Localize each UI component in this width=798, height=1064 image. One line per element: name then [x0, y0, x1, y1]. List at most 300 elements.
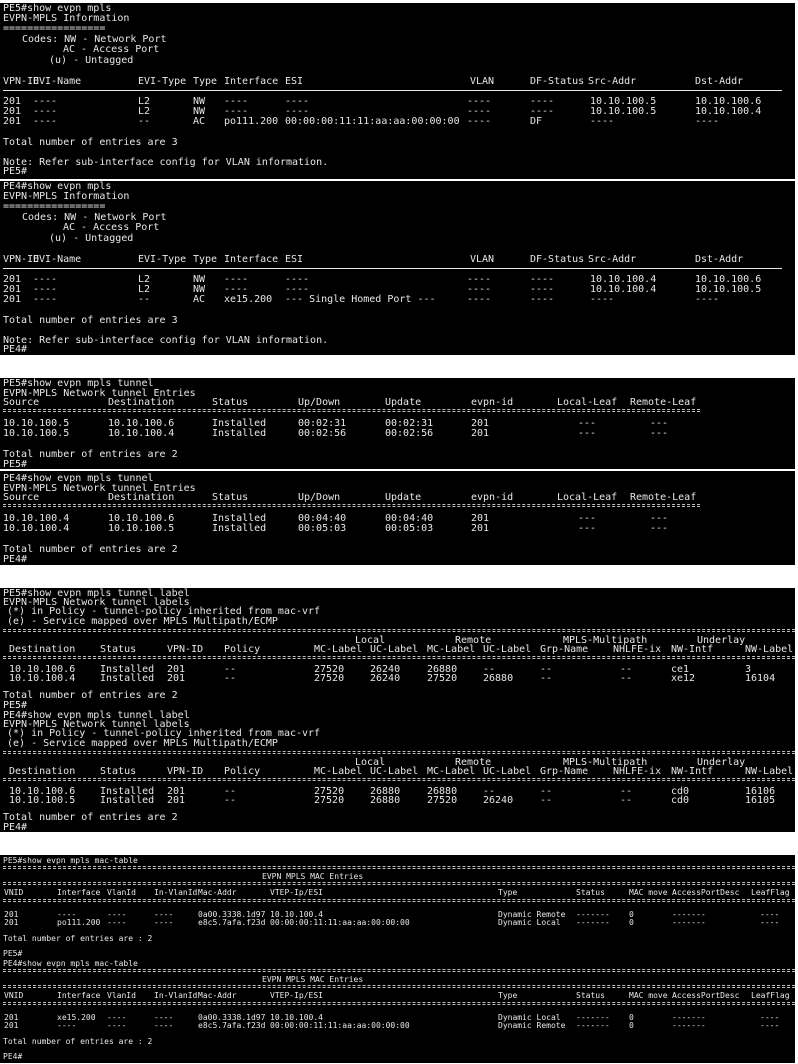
- table-row-cell: ----: [467, 284, 492, 295]
- table-header-cell: Interface: [224, 254, 279, 265]
- table-row-cell: 10.10.100.5: [590, 96, 657, 107]
- table-row-cell: NW: [193, 106, 206, 117]
- table-header-cell: VLAN: [470, 76, 495, 87]
- table-row-cell: 201: [471, 418, 490, 429]
- table-row-cell: 0a00.3338.1d97: [198, 1013, 266, 1022]
- table-row-cell: 10.10.100.5: [108, 523, 175, 534]
- table-row-cell: ----: [530, 284, 555, 295]
- separator-line: [3, 1002, 795, 1005]
- separator-line: [3, 751, 795, 754]
- table-header-cell: Source: [3, 492, 40, 503]
- table-row-cell: 0a00.3338.1d97: [198, 910, 266, 919]
- table-row-cell: xe12: [671, 673, 696, 684]
- table-row-cell: ---: [650, 418, 669, 429]
- table-row-cell: --- Single Homed Port ---: [285, 294, 436, 305]
- output-title: EVPN-MPLS Information: [3, 13, 130, 24]
- table-row-cell: NW: [193, 96, 206, 107]
- table-row-cell: 10.10.100.6: [9, 664, 76, 675]
- table-header-cell: MC-Label: [314, 644, 363, 655]
- command-prompt: PE5#show evpn mpls tunnel label: [3, 588, 190, 599]
- table-row-cell: ----: [33, 116, 58, 127]
- table-header-cell: NW-Intf: [671, 766, 714, 777]
- table-row-cell: ----: [530, 106, 555, 117]
- table-row-cell: 27520: [314, 795, 345, 806]
- table-header-cell: evpn-id: [471, 397, 514, 408]
- table-row-cell: AC: [193, 116, 206, 127]
- table-header-cell: MC-Label: [427, 766, 476, 777]
- terminal-evpn-mpls-pe5: [0, 3, 795, 179]
- table-row-cell: NW: [193, 284, 206, 295]
- table-row-cell: ----: [467, 274, 492, 285]
- table-row-cell: 201: [3, 116, 22, 127]
- table-row-cell: ----: [33, 106, 58, 117]
- table-row-cell: -------: [672, 1013, 706, 1022]
- column-group-header: Remote: [455, 635, 492, 646]
- note-text: Note: Refer sub-interface config for VLAN information.: [3, 335, 329, 346]
- table-row-cell: ----: [467, 96, 492, 107]
- table-header-cell: In-VlanId: [154, 888, 198, 897]
- table-row-cell: ----: [530, 96, 555, 107]
- table-row-cell: 10.10.100.4: [695, 106, 762, 117]
- table-row-cell: 26880: [427, 786, 458, 797]
- table-header-cell: LeafFlag: [751, 991, 790, 1000]
- table-row-cell: 26240: [370, 673, 401, 684]
- table-row-cell: 201: [4, 918, 19, 927]
- table-row-cell: 10.10.100.4: [9, 673, 76, 684]
- table-row-cell: 00:04:40: [385, 513, 434, 524]
- column-group-header: Local: [355, 635, 386, 646]
- table-header-cell: Type: [498, 991, 518, 1000]
- table-row-cell: 201: [3, 106, 22, 117]
- table-header-cell: MAC move: [629, 991, 668, 1000]
- table-row-cell: AC: [193, 294, 206, 305]
- table-header-cell: Remote-Leaf: [630, 397, 697, 408]
- command-prompt: PE4#show evpn mpls mac-table: [3, 959, 138, 968]
- table-header-cell: MC-Label: [314, 766, 363, 777]
- table-row-cell: Dynamic Local: [498, 918, 561, 927]
- column-group-header: MPLS-Multipath: [563, 757, 648, 768]
- separator-line: [3, 409, 700, 412]
- table-row-cell: ---: [578, 428, 597, 439]
- table-row-cell: ----: [107, 910, 127, 919]
- table-row-cell: Dynamic Remote: [498, 910, 566, 919]
- table-row-cell: ---: [578, 523, 597, 534]
- entries-total: Total number of entries are : 2: [3, 934, 153, 943]
- table-row-cell: ----: [285, 106, 310, 117]
- table-header-cell: VLAN: [470, 254, 495, 265]
- entries-total: Total number of entries are 2: [3, 690, 178, 701]
- end-prompt: PE5#: [3, 166, 28, 177]
- table-header-cell: UC-Label: [483, 766, 532, 777]
- column-group-header: Underlay: [697, 635, 746, 646]
- table-row-cell: 201: [3, 96, 22, 107]
- table-header-cell: NW-Label: [745, 644, 794, 655]
- table-row-cell: L2: [138, 96, 151, 107]
- table-row-cell: -------: [672, 1021, 706, 1030]
- command-prompt: PE5#show evpn mpls tunnel: [3, 378, 154, 389]
- table-row-cell: Installed: [212, 428, 267, 439]
- table-row-cell: ----: [154, 1021, 174, 1030]
- legend-line: (e) - Service mapped over MPLS Multipath/ECMP: [7, 738, 278, 749]
- separator-line: [3, 985, 795, 988]
- table-row-cell: Installed: [100, 664, 155, 675]
- table-header-cell: VPN-ID: [3, 76, 40, 87]
- table-header-cell: Status: [576, 991, 605, 1000]
- codes-legend: (u) - Untagged: [49, 55, 134, 66]
- table-row-cell: 26880: [483, 673, 514, 684]
- table-row-cell: 201: [3, 274, 22, 285]
- table-row-cell: xe15.200: [57, 1013, 96, 1022]
- column-group-header: Remote: [455, 757, 492, 768]
- end-prompt: PE4#: [3, 1052, 23, 1061]
- table-row-cell: ----: [33, 274, 58, 285]
- table-header-cell: Local-Leaf: [557, 492, 618, 503]
- table-row-cell: 27520: [314, 673, 345, 684]
- column-group-header: Underlay: [697, 757, 746, 768]
- table-row-cell: ----: [224, 96, 249, 107]
- table-header-cell: VPN-ID: [167, 644, 204, 655]
- table-row-cell: 201: [167, 795, 186, 806]
- table-row-cell: ----: [33, 96, 58, 107]
- table-header-cell: Local-Leaf: [557, 397, 618, 408]
- table-row-cell: 10.10.100.5: [590, 106, 657, 117]
- table-row-cell: ----: [33, 294, 58, 305]
- table-row-cell: --: [138, 294, 151, 305]
- table-row-cell: ----: [760, 1013, 780, 1022]
- table-row-cell: 201: [471, 428, 490, 439]
- table-header-cell: Destination: [9, 644, 76, 655]
- table-row-cell: -------: [576, 910, 610, 919]
- table-header-cell: Status: [212, 397, 249, 408]
- table-row-cell: 10.10.100.4: [270, 1013, 323, 1022]
- table-row-cell: 26880: [370, 795, 401, 806]
- output-title: EVPN-MPLS Network tunnel Entries: [3, 483, 196, 494]
- legend-line: (*) in Policy - tunnel-policy inherited from mac-vrf: [7, 606, 321, 617]
- table-row-cell: 0: [629, 918, 634, 927]
- table-row-cell: 00:00:00:11:11:aa:aa:00:00:00: [270, 918, 410, 927]
- table-header-cell: Mac-Addr: [198, 991, 237, 1000]
- table-header-cell: Interface: [224, 76, 279, 87]
- table-header-cell: Destination: [108, 397, 175, 408]
- table-header-cell: Destination: [108, 492, 175, 503]
- legend-line: (e) - Service mapped over MPLS Multipath/ECMP: [7, 616, 278, 627]
- entries-total: Total number of entries are 3: [3, 315, 178, 326]
- command-prompt: PE4#show evpn mpls tunnel label: [3, 710, 190, 721]
- table-header-cell: Dst-Addr: [695, 254, 744, 265]
- table-row-cell: DF: [530, 116, 543, 127]
- table-row-cell: xe15.200: [224, 294, 273, 305]
- table-row-cell: ----: [760, 910, 780, 919]
- table-row-cell: Installed: [212, 523, 267, 534]
- table-row-cell: ----: [224, 274, 249, 285]
- title-underline: =================: [3, 201, 106, 212]
- table-row-cell: 10.10.100.5: [3, 428, 70, 439]
- table-header-cell: NHLFE-ix: [613, 766, 662, 777]
- legend-line: (*) in Policy - tunnel-policy inherited from mac-vrf: [7, 728, 321, 739]
- table-header-cell: MAC move: [629, 888, 668, 897]
- table-row-cell: 201: [471, 513, 490, 524]
- table-row-cell: Installed: [100, 673, 155, 684]
- table-row-cell: ----: [760, 1021, 780, 1030]
- output-title: EVPN MPLS MAC Entries: [262, 975, 364, 984]
- end-prompt: PE5#: [3, 459, 28, 470]
- entries-total: Total number of entries are 3: [3, 137, 178, 148]
- command-prompt: PE5#show evpn mpls mac-table: [3, 856, 138, 865]
- table-header-cell: Mac-Addr: [198, 888, 237, 897]
- table-header-cell: ESI: [285, 254, 304, 265]
- table-header-cell: VTEP-Ip/ESI: [270, 991, 323, 1000]
- table-row-cell: ----: [590, 294, 615, 305]
- table-row-cell: 10.10.100.4: [3, 523, 70, 534]
- table-row-cell: --: [540, 786, 553, 797]
- table-row-cell: Dynamic Local: [498, 1013, 561, 1022]
- table-header-cell: DF-Status: [530, 254, 585, 265]
- table-row-cell: 26880: [427, 664, 458, 675]
- output-title: EVPN-MPLS Network tunnel labels: [3, 719, 190, 730]
- table-row-cell: --: [620, 795, 633, 806]
- end-prompt: PE5#: [3, 700, 28, 711]
- table-row-cell: 00:02:31: [385, 418, 434, 429]
- table-header-cell: Type: [193, 254, 218, 265]
- table-row-cell: Installed: [100, 786, 155, 797]
- table-row-cell: 10.10.100.5: [9, 795, 76, 806]
- table-header-cell: Grp-Name: [540, 766, 589, 777]
- table-header-cell: Source: [3, 397, 40, 408]
- table-row-cell: ----: [467, 106, 492, 117]
- table-row-cell: 201: [4, 910, 19, 919]
- table-header-cell: MC-Label: [427, 644, 476, 655]
- table-header-cell: VlanId: [107, 888, 136, 897]
- output-title: EVPN-MPLS Network tunnel Entries: [3, 388, 196, 399]
- table-header-cell: Up/Down: [298, 397, 341, 408]
- table-header-cell: Remote-Leaf: [630, 492, 697, 503]
- end-prompt: PE4#: [3, 822, 28, 833]
- table-header-cell: Policy: [224, 644, 261, 655]
- entries-total: Total number of entries are : 2: [3, 1037, 153, 1046]
- table-row-cell: 201: [4, 1013, 19, 1022]
- table-row-cell: 10.10.100.6: [108, 513, 175, 524]
- output-title: EVPN MPLS MAC Entries: [262, 872, 364, 881]
- table-header-cell: EVI-Name: [33, 254, 82, 265]
- table-row-cell: po111.200: [57, 918, 101, 927]
- table-header-cell: EVI-Type: [138, 76, 187, 87]
- table-row-cell: 16105: [745, 795, 776, 806]
- end-prompt: PE4#: [3, 554, 28, 565]
- table-row-cell: ---: [578, 513, 597, 524]
- table-header-cell: VPN-ID: [167, 766, 204, 777]
- separator-line: [3, 656, 795, 659]
- table-row-cell: L2: [138, 284, 151, 295]
- table-header-cell: evpn-id: [471, 492, 514, 503]
- table-row-cell: 00:02:31: [298, 418, 347, 429]
- table-row-cell: --: [540, 664, 553, 675]
- table-header-cell: AccessPortDesc: [672, 888, 740, 897]
- codes-legend: Codes: NW - Network Port: [22, 212, 167, 223]
- table-row-cell: Installed: [100, 795, 155, 806]
- table-row-cell: ----: [154, 910, 174, 919]
- table-row-cell: -------: [576, 1013, 610, 1022]
- table-row-cell: ----: [530, 274, 555, 285]
- table-row-cell: 3: [745, 664, 752, 675]
- table-row-cell: 26880: [370, 786, 401, 797]
- table-row-cell: ----: [530, 294, 555, 305]
- table-header-cell: NW-Label: [745, 766, 794, 777]
- table-row-cell: 201: [167, 786, 186, 797]
- table-row-cell: ----: [224, 106, 249, 117]
- codes-legend: AC - Access Port: [63, 44, 160, 55]
- table-row-cell: 16104: [745, 673, 776, 684]
- table-row-cell: cd0: [671, 786, 690, 797]
- table-row-cell: ----: [695, 294, 720, 305]
- table-row-cell: 10.10.100.4: [108, 428, 175, 439]
- table-row-cell: 0: [629, 1021, 634, 1030]
- table-row-cell: ----: [107, 1013, 127, 1022]
- table-row-cell: 10.10.100.5: [3, 418, 70, 429]
- entries-total: Total number of entries are 2: [3, 449, 178, 460]
- column-group-header: MPLS-Multipath: [563, 635, 648, 646]
- table-row-cell: 26240: [370, 664, 401, 675]
- table-row-cell: ---: [578, 418, 597, 429]
- table-row-cell: 26240: [483, 795, 514, 806]
- table-header-cell: Destination: [9, 766, 76, 777]
- table-header-cell: NW-Intf: [671, 644, 714, 655]
- output-title: EVPN-MPLS Network tunnel labels: [3, 597, 190, 608]
- table-row-cell: 10.10.100.4: [3, 513, 70, 524]
- table-row-cell: ----: [285, 96, 310, 107]
- table-header-cell: Type: [193, 76, 218, 87]
- table-row-cell: 00:00:00:11:11:aa:aa:00:00:00: [285, 116, 460, 127]
- table-row-cell: 0: [629, 910, 634, 919]
- table-row-cell: 201: [167, 664, 186, 675]
- end-prompt: PE5#: [3, 949, 23, 958]
- table-row-cell: 0: [629, 1013, 634, 1022]
- table-header-cell: Update: [385, 397, 422, 408]
- table-row-cell: cd0: [671, 795, 690, 806]
- table-row-cell: --: [540, 795, 553, 806]
- table-row-cell: e8c5.7afa.f23d: [198, 918, 266, 927]
- table-row-cell: 201: [4, 1021, 19, 1030]
- table-row-cell: 10.10.100.6: [695, 96, 762, 107]
- table-row-cell: ----: [107, 918, 127, 927]
- table-row-cell: --: [540, 673, 553, 684]
- table-row-cell: Dynamic Remote: [498, 1021, 566, 1030]
- table-row-cell: ----: [107, 1021, 127, 1030]
- table-header-cell: Update: [385, 492, 422, 503]
- table-row-cell: 00:02:56: [385, 428, 434, 439]
- table-row-cell: 201: [167, 673, 186, 684]
- column-group-header: Local: [355, 757, 386, 768]
- table-row-cell: ----: [154, 918, 174, 927]
- table-row-cell: 10.10.100.5: [695, 284, 762, 295]
- separator-line: [3, 899, 795, 902]
- table-row-cell: 00:04:40: [298, 513, 347, 524]
- table-row-cell: 10.10.100.6: [108, 418, 175, 429]
- table-row-cell: --: [224, 664, 237, 675]
- table-header-cell: Dst-Addr: [695, 76, 744, 87]
- table-header-cell: Interface: [57, 888, 101, 897]
- table-header-cell: Status: [576, 888, 605, 897]
- table-header-cell: EVI-Name: [33, 76, 82, 87]
- table-header-cell: AccessPortDesc: [672, 991, 740, 1000]
- table-header-cell: Status: [212, 492, 249, 503]
- table-header-cell: DF-Status: [530, 76, 585, 87]
- entries-total: Total number of entries are 2: [3, 812, 178, 823]
- table-row-cell: ----: [285, 284, 310, 295]
- command-prompt: PE4#show evpn mpls tunnel: [3, 473, 154, 484]
- divider: [3, 268, 782, 269]
- table-row-cell: --: [483, 786, 496, 797]
- separator-line: [3, 882, 795, 885]
- table-row-cell: Installed: [212, 418, 267, 429]
- table-row-cell: --: [620, 786, 633, 797]
- table-row-cell: --: [224, 786, 237, 797]
- table-row-cell: Installed: [212, 513, 267, 524]
- table-row-cell: --: [620, 673, 633, 684]
- table-row-cell: L2: [138, 106, 151, 117]
- table-row-cell: 27520: [314, 786, 345, 797]
- table-header-cell: Status: [100, 766, 137, 777]
- table-row-cell: 00:05:03: [298, 523, 347, 534]
- separator-line: [3, 629, 795, 632]
- table-header-cell: EVI-Type: [138, 254, 187, 265]
- table-row-cell: 00:00:00:11:11:aa:aa:00:00:00: [270, 1021, 410, 1030]
- table-header-cell: Src-Addr: [588, 76, 637, 87]
- codes-legend: (u) - Untagged: [49, 233, 134, 244]
- table-header-cell: UC-Label: [370, 644, 419, 655]
- table-header-cell: In-VlanId: [154, 991, 198, 1000]
- table-row-cell: ----: [590, 116, 615, 127]
- end-prompt: PE4#: [3, 344, 28, 355]
- table-row-cell: ----: [285, 274, 310, 285]
- table-row-cell: 10.10.100.6: [9, 786, 76, 797]
- divider: [3, 90, 782, 91]
- table-row-cell: ----: [154, 1013, 174, 1022]
- table-row-cell: ---: [650, 428, 669, 439]
- table-row-cell: NW: [193, 274, 206, 285]
- command-prompt: PE4#show evpn mpls: [3, 181, 112, 192]
- table-row-cell: ----: [467, 116, 492, 127]
- table-header-cell: Status: [100, 644, 137, 655]
- table-row-cell: 10.10.100.4: [590, 274, 657, 285]
- table-row-cell: 10.10.100.4: [590, 284, 657, 295]
- separator-line: [3, 504, 700, 507]
- codes-legend: Codes: NW - Network Port: [22, 34, 167, 45]
- table-row-cell: L2: [138, 274, 151, 285]
- table-row-cell: -------: [576, 918, 610, 927]
- table-header-cell: Up/Down: [298, 492, 341, 503]
- table-row-cell: po111.200: [224, 116, 279, 127]
- table-row-cell: ----: [695, 116, 720, 127]
- table-row-cell: ce1: [671, 664, 690, 675]
- separator-line: [3, 866, 795, 869]
- table-header-cell: UC-Label: [483, 644, 532, 655]
- table-header-cell: VTEP-Ip/ESI: [270, 888, 323, 897]
- table-header-cell: Type: [498, 888, 518, 897]
- title-underline: =================: [3, 23, 106, 34]
- table-row-cell: ----: [57, 910, 77, 919]
- table-row-cell: ----: [760, 918, 780, 927]
- table-row-cell: ---: [650, 513, 669, 524]
- table-row-cell: 201: [3, 294, 22, 305]
- table-row-cell: --: [620, 664, 633, 675]
- codes-legend: AC - Access Port: [63, 222, 160, 233]
- table-header-cell: Policy: [224, 766, 261, 777]
- table-row-cell: -------: [672, 910, 706, 919]
- table-row-cell: 00:02:56: [298, 428, 347, 439]
- table-header-cell: LeafFlag: [751, 888, 790, 897]
- table-row-cell: 201: [3, 284, 22, 295]
- table-row-cell: e8c5.7afa.f23d: [198, 1021, 266, 1030]
